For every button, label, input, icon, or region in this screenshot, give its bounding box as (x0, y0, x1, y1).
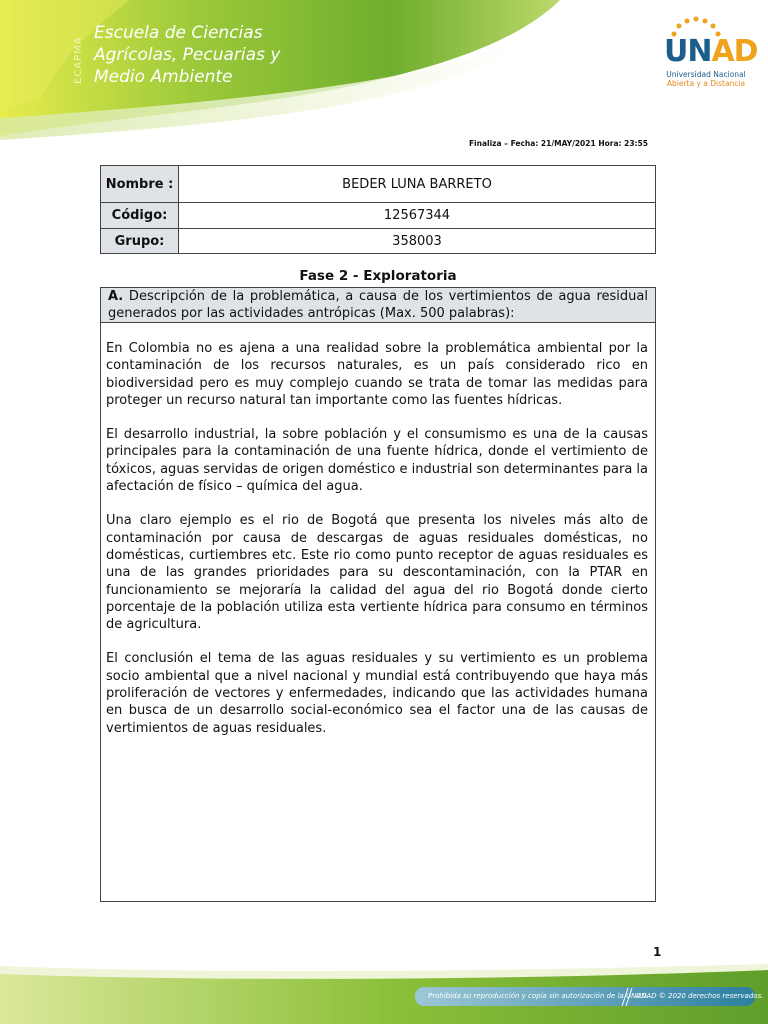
school-name-line3: Medio Ambiente (94, 67, 233, 87)
answer-box (100, 287, 656, 902)
codigo-label: Código: (101, 203, 179, 229)
student-info-table (100, 165, 656, 254)
codigo-value: 12567344 (179, 203, 656, 229)
paragraph: En Colombia no es ajena a una realidad sobre la problemática ambiental por la contaminación de los recursos naturales, es un país considerado rico en biodiversidad pero es muy complejo cuando se trata de tomar las medidas para proteger un recurso natural tan importante como las fuentes hídricas. (106, 341, 648, 408)
grupo-label: Grupo: (101, 229, 179, 254)
unad-subtitle-line1: Universidad Nacional (666, 70, 746, 79)
deadline-text: Finaliza – Fecha: 21/MAY/2021 Hora: 23:55 (468, 139, 648, 148)
unad-subtitle (656, 70, 756, 88)
page-number: 1 (653, 945, 662, 959)
footer-copyright-notice: Prohibida su reproducción y copia sin autorización de la UNAD. (428, 992, 649, 1000)
unad-wordmark: UNAD (664, 34, 758, 69)
grupo-value: 358003 (179, 229, 656, 254)
paragraph: El desarrollo industrial, la sobre población y el consumismo es una de la causas principales para la contaminación de una fuente hídrica, donde el vertimiento de tóxicos, aguas servidas de origen doméstico e industrial son determinantes para la afectación de físico – química del agua. (106, 427, 648, 495)
question-text: Descripción de la problemática, a causa de los vertimientos de agua residual generados por las actividades antrópicas (Max. 500 palabras): (108, 289, 648, 321)
answer-content (101, 323, 655, 737)
footer-rights-text: UNAD © 2020 derechos reservados. (636, 992, 764, 1000)
unad-subtitle-line2: Abierta y a Distancia (666, 79, 746, 88)
nombre-value: BEDER LUNA BARRETO (179, 166, 656, 203)
page-header (0, 0, 768, 140)
school-name-line1: Escuela de Ciencias (94, 23, 263, 43)
svg-text:ECAPMA: ECAPMA (73, 36, 84, 84)
ecapma-vertical-label (70, 22, 84, 86)
school-name (94, 22, 280, 88)
nombre-label: Nombre : (101, 166, 179, 203)
section-title: Fase 2 - Exploratoria (299, 268, 457, 284)
paragraph: Una claro ejemplo es el rio de Bogotá que presenta los niveles más alto de contaminación por causa de descargas de aguas residuales domésticas, no domésticas, curtiembres etc. Este rio como punto receptor de aguas residuales es una de las grandes prioridades para su descontaminación, con la PTAR en funcionamiento se mejoraría la calidad del agua del rio Bogotá donde cierto porcentaje de la población utiliza esta vertiente hídrica para consumo en términos de agricultura. (106, 513, 648, 633)
school-name-line2: Agrícolas, Pecuarias y (94, 45, 281, 65)
paragraph: El conclusión el tema de las aguas residuales y su vertimiento es un problema socio ambiental que a nivel nacional y mundial está contribuyendo que haya más proliferación de vectores y enfermedades, indicando que las actividades humana en busca de un desarrollo social-económico sea el factor una de las causas de vertimientos de aguas residuales. (106, 651, 648, 736)
table-row (101, 229, 656, 254)
question-letter: A. (108, 289, 124, 304)
table-row (101, 166, 656, 203)
table-row (101, 203, 656, 229)
question-header (101, 288, 655, 323)
